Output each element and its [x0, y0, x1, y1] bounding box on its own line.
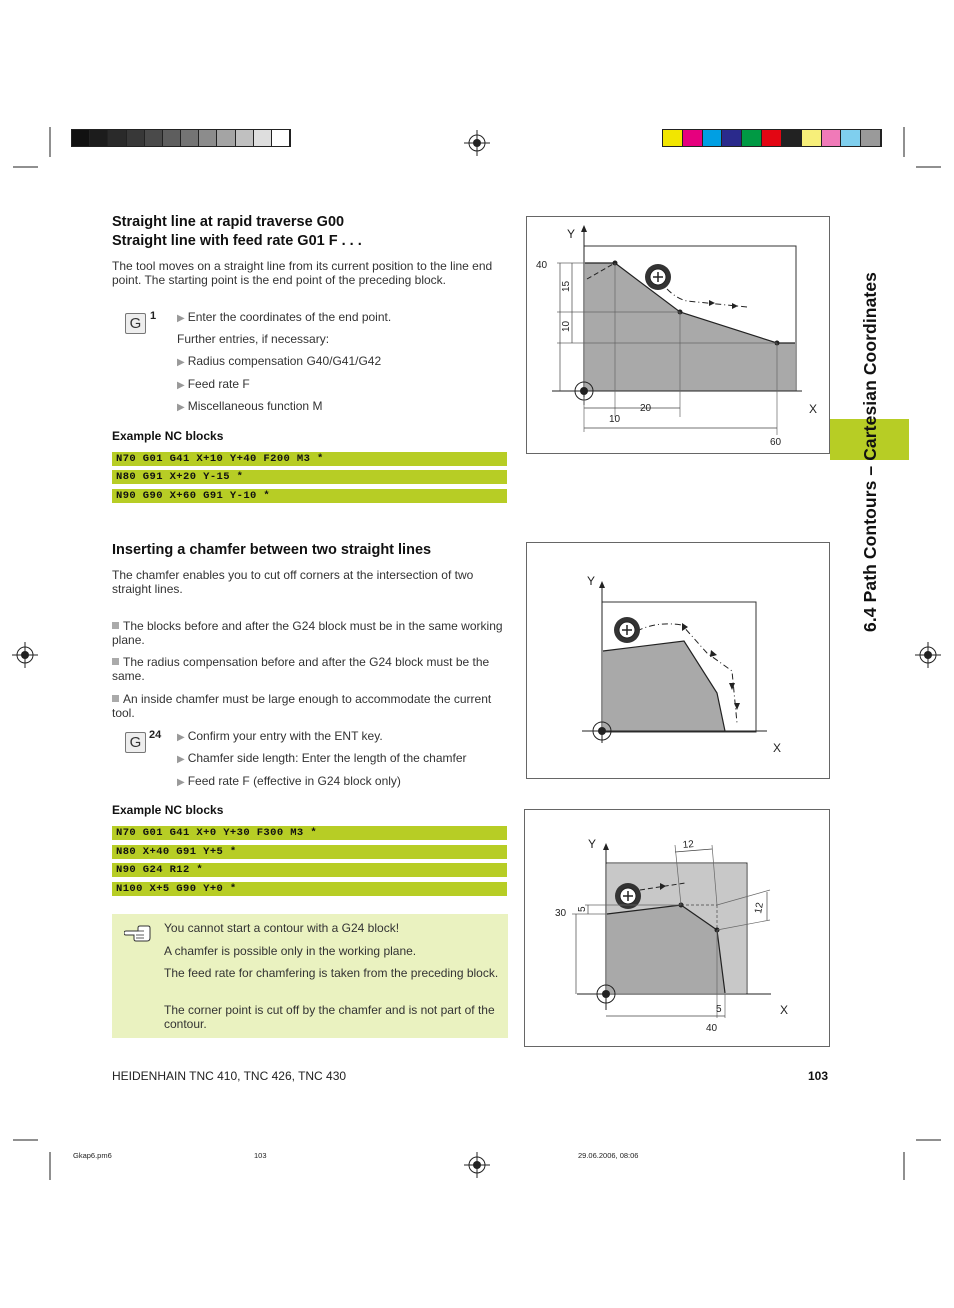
calibration-swatch	[782, 130, 802, 146]
registration-mark-right	[915, 642, 941, 668]
calibration-swatch	[254, 130, 272, 146]
step-feed-rate-g24	[177, 774, 401, 790]
slug-page: 103	[254, 1151, 267, 1160]
calibration-swatch	[722, 130, 742, 146]
bullet-item: An inside chamfer must be large enough to accommodate the current tool.	[112, 692, 492, 720]
arrow-right-icon: ▶	[177, 357, 185, 368]
footer-product: HEIDENHAIN TNC 410, TNC 426, TNC 430	[112, 1069, 347, 1083]
figure-chamfer-dimensions	[524, 809, 830, 1047]
step-text: Miscellaneous function M	[187, 399, 323, 413]
example-heading-1: Example NC blocks	[112, 429, 224, 443]
note-line: You cannot start a contour with a G24 block!	[164, 921, 400, 935]
square-bullet-icon	[112, 695, 119, 702]
step-text: Radius compensation G40/G41/G42	[187, 354, 382, 368]
figure-chamfer-path	[526, 542, 830, 779]
calibration-swatch	[236, 130, 254, 146]
note-box	[112, 914, 508, 1038]
square-bullet-icon	[112, 622, 119, 629]
g-key-icon: G	[125, 313, 146, 334]
g-key-number: 24	[149, 729, 162, 741]
calibration-swatch	[272, 130, 290, 146]
code-line: N90 G90 X+60 G91 Y-10 *	[112, 489, 507, 503]
step-confirm-ent	[177, 729, 383, 745]
section1-title-line1: Straight line at rapid traverse G00	[112, 214, 345, 230]
y-axis-label: Y	[587, 574, 596, 588]
color-calibration-bar	[662, 129, 882, 147]
dim-label: 40	[706, 1023, 718, 1034]
dim-label: 15	[561, 280, 572, 292]
calibration-swatch	[181, 130, 199, 146]
arrow-right-icon: ▶	[177, 777, 185, 788]
registration-mark-top	[464, 130, 490, 156]
dim-label: 12	[682, 839, 695, 851]
dim-label: 5	[577, 906, 588, 912]
dim-label: 12	[753, 901, 766, 915]
step-text: Feed rate F (effective in G24 block only)	[187, 774, 401, 788]
code-line: N80 X+40 G91 Y+5 *	[112, 845, 507, 859]
x-axis-label: X	[780, 1003, 789, 1017]
calibration-swatch	[861, 130, 881, 146]
page-number: 103	[808, 1069, 829, 1083]
dim-label: 10	[561, 320, 572, 332]
g-key-number: 1	[150, 310, 157, 322]
note-line: A chamfer is possible only in the working plane.	[164, 944, 417, 958]
step-text: Feed rate F	[187, 377, 250, 391]
arrow-right-icon: ▶	[177, 313, 185, 324]
square-bullet-icon	[112, 658, 119, 665]
calibration-swatch	[108, 130, 126, 146]
pointing-hand-icon	[124, 924, 152, 944]
section1-intro: The tool moves on a straight line from its current position to the line end point. The starting point is the end point of the preceding block.	[112, 259, 493, 287]
step-enter-coordinates	[177, 310, 391, 326]
dim-label: 5	[716, 1004, 722, 1015]
calibration-swatch	[822, 130, 842, 146]
further-entries: Further entries, if necessary:	[177, 332, 330, 346]
calibration-swatch	[663, 130, 683, 146]
arrow-right-icon: ▶	[177, 732, 185, 743]
example-heading-2: Example NC blocks	[112, 803, 224, 817]
y-axis-label: Y	[567, 227, 576, 241]
note-line: The feed rate for chamfering is taken from the preceding block.	[164, 966, 499, 980]
y-axis-label: Y	[588, 837, 597, 851]
arrow-right-icon: ▶	[177, 402, 185, 413]
calibration-swatch	[683, 130, 703, 146]
section2-title: Inserting a chamfer between two straight lines	[112, 542, 432, 558]
slug-date: 29.06.2006, 08:06	[578, 1151, 639, 1160]
dim-label: 60	[770, 437, 782, 448]
step-text: Confirm your entry with the ENT key.	[187, 729, 383, 743]
bullet-item: The blocks before and after the G24 block must be in the same working plane.	[112, 619, 503, 647]
side-tab-title: 6.4 Path Contours – Cartesian Coordinates	[860, 271, 880, 632]
calibration-swatch	[742, 130, 762, 146]
step-chamfer-length	[177, 751, 467, 767]
calibration-swatch	[145, 130, 163, 146]
step-feed-rate	[177, 377, 250, 393]
code-line: N90 G24 R12 *	[112, 863, 507, 877]
calibration-swatch	[802, 130, 822, 146]
arrow-right-icon: ▶	[177, 754, 185, 765]
calibration-swatch	[217, 130, 235, 146]
x-axis-label: X	[773, 741, 782, 755]
code-line: N70 G01 G41 X+0 Y+30 F300 M3 *	[112, 826, 507, 840]
dim-label: 30	[555, 908, 567, 919]
note-line: The corner point is cut off by the chamfer and is not part of the contour.	[164, 1003, 495, 1031]
calibration-swatch	[127, 130, 145, 146]
step-text: Chamfer side length: Enter the length of the chamfer	[187, 751, 467, 765]
calibration-swatch	[163, 130, 181, 146]
grey-calibration-bar	[71, 129, 291, 147]
g-key-icon: G	[125, 732, 146, 753]
section1-title-line2: Straight line with feed rate G01 F . . .	[112, 233, 362, 249]
dim-label: 10	[609, 414, 621, 425]
step-text: Enter the coordinates of the end point.	[187, 310, 392, 324]
calibration-swatch	[762, 130, 782, 146]
calibration-swatch	[90, 130, 108, 146]
code-line: N70 G01 G41 X+10 Y+40 F200 M3 *	[112, 452, 507, 466]
dim-label: 20	[640, 403, 652, 414]
section2-intro: The chamfer enables you to cut off corners at the intersection of two straight lines.	[112, 568, 474, 596]
registration-mark-bottom	[464, 1152, 490, 1178]
calibration-swatch	[703, 130, 723, 146]
x-axis-label: X	[809, 402, 818, 416]
step-misc-function	[177, 399, 322, 415]
slug-filename: Gkap6.pm6	[73, 1151, 112, 1160]
calibration-swatch	[72, 130, 90, 146]
step-radius-comp	[177, 354, 381, 370]
calibration-swatch	[199, 130, 217, 146]
bullet-item: The radius compensation before and after the G24 block must be the same.	[112, 655, 490, 683]
arrow-right-icon: ▶	[177, 380, 185, 391]
registration-mark-left	[12, 642, 38, 668]
calibration-swatch	[841, 130, 861, 146]
dim-label: 40	[536, 260, 548, 271]
code-line: N100 X+5 G90 Y+0 *	[112, 882, 507, 896]
figure-straight-line	[526, 216, 830, 454]
code-line: N80 G91 X+20 Y-15 *	[112, 470, 507, 484]
